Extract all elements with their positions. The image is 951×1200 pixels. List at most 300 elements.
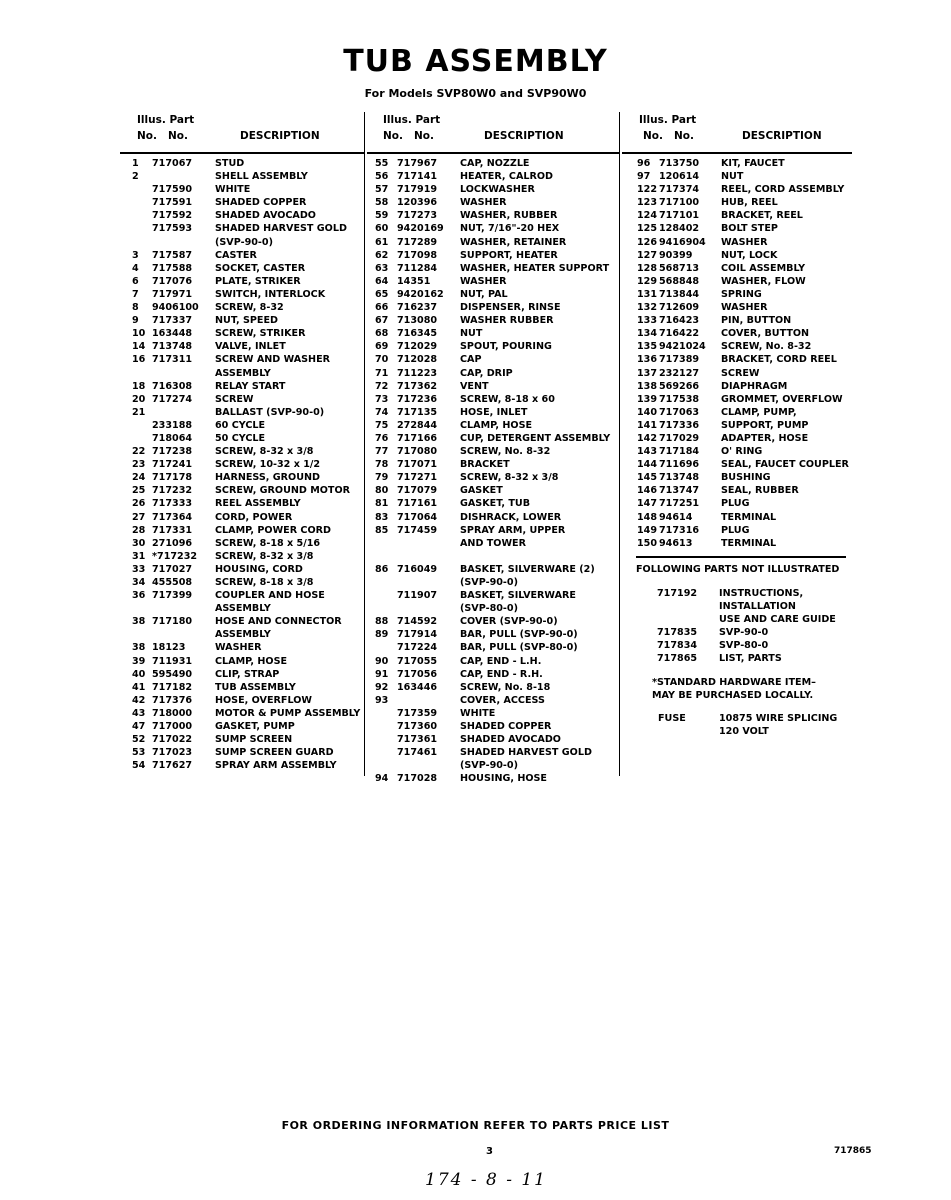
part-description: CLIP, STRAP [215,668,280,680]
part-number: 717022 [152,734,193,746]
part-number: 717180 [152,616,193,628]
part-number: 717538 [659,393,700,405]
table-row [120,563,364,576]
illus-number: 10 [132,328,146,340]
illus-number: 131 [637,288,658,300]
part-number: 717359 [397,707,438,719]
parts-column-2 [367,112,619,785]
illus-number: 1 [132,158,139,169]
table-row [367,367,619,380]
fuse-label: FUSE [658,712,686,724]
part-description: PLUG [721,524,750,536]
table-row [367,497,619,510]
illus-number: 79 [375,472,389,484]
table-row [120,236,364,249]
part-description: BASKET, SILVERWARE (2) [460,563,595,575]
part-number: 716423 [659,315,700,327]
not-illustrated-list [622,587,852,666]
part-description: VENT [460,380,489,392]
part-description: REEL ASSEMBLY [215,498,301,510]
illus-number: 150 [637,537,658,549]
part-number: 717080 [397,446,438,458]
part-number: 713748 [659,472,700,484]
part-number: 568713 [659,262,700,274]
part-description: WHITE [215,184,251,196]
part-number: 717967 [397,158,438,169]
illus-number: 91 [375,668,389,680]
part-number: 717063 [659,406,700,418]
part-number: 717182 [152,681,193,693]
part-number: 713750 [659,158,700,169]
illus-number: 97 [637,171,651,183]
parts-column-1 [120,112,364,776]
table-row [367,563,619,576]
illus-number: 142 [637,432,658,444]
illus-number: 70 [375,354,389,366]
illus-number: 62 [375,249,389,261]
part-number: 717399 [152,590,193,602]
part-description: USE AND CARE GUIDE [719,614,836,626]
table-row [120,170,364,183]
part-number: 717274 [152,393,193,405]
illus-number: 27 [132,511,146,523]
table-row [120,537,364,550]
illus-number: 125 [637,223,658,235]
part-number: 711931 [152,655,193,667]
part-number: 716308 [152,380,193,392]
table-row [367,537,619,550]
part-number: 717587 [152,249,193,261]
illus-number: 73 [375,393,389,405]
illus-number: 9 [132,315,139,327]
table-row [120,327,364,340]
illus-number: 38 [132,642,146,654]
header-description: DESCRIPTION [240,130,320,142]
table-row [367,589,619,602]
table-row [622,380,852,393]
part-number: 717362 [397,380,438,392]
illus-number: 7 [132,288,139,300]
part-description: SVP-80-0 [719,640,769,652]
part-number: 712029 [397,341,438,353]
part-number: 717289 [397,236,438,248]
illus-number: 58 [375,197,389,209]
part-description: (SVP-90-0) [460,577,518,588]
table-row [622,367,852,380]
illus-number: 39 [132,655,146,667]
table-row [622,419,852,432]
part-number: 717029 [659,432,700,444]
part-number: 717865 [657,653,698,665]
illus-number: 122 [637,184,658,196]
part-description: WASHER RUBBER [460,315,554,327]
table-row [367,759,619,772]
table-row [120,655,364,668]
column-header [622,112,852,154]
not-illustrated-header: FOLLOWING PARTS NOT ILLUSTRATED [636,564,840,575]
header-illus-part: Illus. Part [383,114,441,126]
illus-number: 132 [637,302,658,314]
part-description: SCREW, 8-32 [215,302,284,314]
part-number: 717331 [152,524,193,536]
part-description: BAR, PULL (SVP-90-0) [460,629,578,641]
illus-number: 6 [132,275,139,287]
part-description: SHADED HARVEST GOLD [215,223,347,235]
part-description: WASHER, HEATER SUPPORT [460,262,610,274]
table-row [120,720,364,733]
part-description: SCREW, No. 8-32 [460,446,551,458]
table-row [622,262,852,275]
table-row [622,236,852,249]
part-description: O' RING [721,446,763,458]
part-number: 233188 [152,419,193,431]
part-description: BOLT STEP [721,223,778,235]
part-description: DISPENSER, RINSE [460,302,561,314]
part-number: 717592 [152,210,193,222]
illus-number: 43 [132,707,146,719]
part-description: SHADED COPPER [215,197,307,209]
part-number: 717588 [152,262,193,274]
table-row [622,613,852,626]
part-number: 717098 [397,249,438,261]
header-description: DESCRIPTION [742,130,822,142]
table-row [367,222,619,235]
part-number: 712028 [397,354,438,366]
part-number: 718000 [152,707,193,719]
part-number: 717232 [152,485,193,497]
page-number: 3 [486,1146,493,1157]
part-description: SCREW, 8-18 x 5/16 [215,537,321,549]
table-row [367,576,619,589]
table-row [367,524,619,537]
part-description: WASHER, FLOW [721,275,806,287]
part-number: 714592 [397,616,438,628]
illus-number: 40 [132,668,146,680]
part-number: 717101 [659,210,700,222]
part-description: WASHER [721,236,768,248]
table-row [120,602,364,615]
part-number: 717333 [152,498,193,510]
illus-number: 57 [375,184,389,196]
part-description: DISHRACK, LOWER [460,511,562,523]
illus-number: 78 [375,459,389,471]
part-number: 568848 [659,275,700,287]
part-description: SPRAY ARM, UPPER [460,524,566,536]
table-row [622,458,852,471]
part-description: INSTALLATION [719,601,796,613]
illus-number: 137 [637,367,658,379]
part-number: 18123 [152,642,186,654]
part-description: HOSE, OVERFLOW [215,694,312,706]
column-divider [619,112,620,776]
part-description: ASSEMBLY [215,629,271,641]
table-row [622,222,852,235]
part-description: WASHER, RETAINER [460,236,567,248]
table-row [120,196,364,209]
part-number: 717067 [152,158,193,169]
table-row [622,249,852,262]
part-description: SHELL ASSEMBLY [215,171,308,183]
table-row [367,445,619,458]
part-number: 717023 [152,747,193,759]
table-row [367,314,619,327]
table-row [367,511,619,524]
header-no-no: No. No. [643,130,694,142]
part-number: 717236 [397,393,438,405]
illus-number: 63 [375,262,389,274]
part-description: LOCKWASHER [460,184,535,196]
part-number: 717000 [152,721,193,733]
illus-number: 21 [132,406,146,418]
part-number: 711223 [397,367,438,379]
illus-number: 2 [132,171,139,183]
part-description: PLUG [721,498,750,510]
illus-number: 60 [375,223,389,235]
part-description: ADAPTER, HOSE [721,432,809,444]
table-row [120,432,364,445]
table-row [622,484,852,497]
illus-number: 52 [132,734,146,746]
part-number: 716237 [397,302,438,314]
part-description: SEAL, FAUCET COUPLER [721,459,849,471]
part-number: 716049 [397,563,438,575]
part-number: 717135 [397,406,438,418]
illus-number: 68 [375,328,389,340]
part-number: 271096 [152,537,193,549]
part-description: WASHER [460,275,507,287]
table-row [367,288,619,301]
part-number: 717056 [397,668,438,680]
part-description: SCREW, 8-32 x 3/8 [460,472,559,484]
part-number: 717166 [397,432,438,444]
part-description: SCREW, 8-32 x 3/8 [215,446,314,458]
part-description: CAP, NOZZLE [460,158,530,169]
table-row [622,353,852,366]
part-description: WASHER [460,197,507,209]
illus-number: 126 [637,236,658,248]
illus-number: 18 [132,380,146,392]
table-row [622,157,852,170]
table-row [367,471,619,484]
part-description: TERMINAL [721,511,777,523]
part-description: HOSE, INLET [460,406,528,418]
part-description: SHADED HARVEST GOLD [460,747,592,759]
part-number: 717835 [657,627,698,639]
part-description: COVER (SVP-90-0) [460,616,558,628]
part-description: CLAMP, POWER CORD [215,524,331,536]
part-description: HEATER, CALROD [460,171,553,183]
part-description: SHADED AVOCADO [460,734,561,746]
table-row [622,196,852,209]
table-row [120,157,364,170]
illus-number: 136 [637,354,658,366]
table-row [622,301,852,314]
part-number: 717376 [152,694,193,706]
table-row [367,209,619,222]
part-number: 717389 [659,354,700,366]
part-description: SCREW, 8-18 x 60 [460,393,555,405]
column-header [120,112,364,154]
part-description: REEL, CORD ASSEMBLY [721,184,845,196]
part-description: HUB, REEL [721,197,778,209]
part-description: CUP, DETERGENT ASSEMBLY [460,432,611,444]
table-row [367,170,619,183]
part-number: 9421024 [659,341,706,353]
illus-number: 143 [637,446,658,458]
part-number: 120614 [659,171,700,183]
table-row [622,600,852,613]
table-row [367,484,619,497]
part-description: SHADED COPPER [460,721,552,733]
illus-number: 33 [132,563,146,575]
parts-list [622,157,852,550]
part-number: 717161 [397,498,438,510]
table-row [622,314,852,327]
illus-number: 25 [132,485,146,497]
part-number: 232127 [659,367,700,379]
illus-number: 22 [132,446,146,458]
part-number: 711696 [659,459,700,471]
page-subtitle: For Models SVP80W0 and SVP90W0 [364,87,587,100]
illus-number: 20 [132,393,146,405]
part-number: 717459 [397,524,438,536]
illus-number: 76 [375,432,389,444]
part-number: 717361 [397,734,438,746]
illus-number: 16 [132,354,146,366]
part-number: 713747 [659,485,700,497]
illus-number: 85 [375,524,389,536]
table-row [367,249,619,262]
table-row [367,419,619,432]
part-number: 717064 [397,511,438,523]
part-number: 717271 [397,472,438,484]
part-description: GASKET, TUB [460,498,531,510]
table-row [120,511,364,524]
part-description: AND TOWER [460,537,526,549]
part-description: MOTOR & PUMP ASSEMBLY [215,707,361,719]
table-row [120,249,364,262]
part-number: 717076 [152,275,193,287]
part-description: DIAPHRAGM [721,380,788,392]
section-divider [636,556,846,558]
illus-number: 149 [637,524,658,536]
part-description: SCREW, 8-32 x 3/8 [215,550,314,562]
table-row [367,236,619,249]
part-description: SUMP SCREEN [215,734,293,746]
part-description: SHADED AVOCADO [215,210,316,222]
table-row [120,733,364,746]
table-row [622,537,852,550]
part-description: SVP-90-0 [719,627,769,639]
fuse-description: 120 VOLT [719,725,769,737]
table-row [367,353,619,366]
illus-number: 147 [637,498,658,510]
table-row [367,602,619,615]
table-row [120,262,364,275]
table-row [367,157,619,170]
part-description: SCREW, GROUND MOTOR [215,485,351,497]
fuse-entry [622,712,852,738]
table-row [120,759,364,772]
part-number: 717184 [659,446,700,458]
part-description: 60 CYCLE [215,419,266,431]
part-description: NUT, 7/16"-20 HEX [460,223,560,235]
illus-number: 129 [637,275,658,287]
table-row [367,628,619,641]
part-number: 717337 [152,315,193,327]
table-row [367,183,619,196]
table-row [367,772,619,785]
table-row [120,393,364,406]
illus-number: 148 [637,511,658,523]
table-row [120,707,364,720]
header-illus-part: Illus. Part [639,114,697,126]
part-description: HOUSING, CORD [215,563,303,575]
part-description: INSTRUCTIONS, [719,588,804,599]
illus-number: 61 [375,236,389,248]
part-number: 717627 [152,760,193,772]
part-number: 9406100 [152,302,199,314]
illus-number: 3 [132,249,139,261]
illus-number: 71 [375,367,389,379]
part-description: SCREW, No. 8-18 [460,681,551,693]
part-description: (SVP-80-0) [460,603,518,615]
part-description: SCREW, No. 8-32 [721,341,812,353]
illus-number: 140 [637,406,658,418]
table-row [622,445,852,458]
table-row [622,288,852,301]
illus-number: 67 [375,315,389,327]
part-description: (SVP-90-0) [215,236,273,248]
part-number: 717241 [152,459,193,471]
part-number: 163446 [397,681,438,693]
part-description: COVER, BUTTON [721,328,810,340]
table-row [622,183,852,196]
table-row [622,340,852,353]
part-number: 717238 [152,446,193,458]
table-row [120,615,364,628]
illus-number: 81 [375,498,389,510]
table-row [120,419,364,432]
part-number: 717071 [397,459,438,471]
part-description: SOCKET, CASTER [215,262,306,274]
table-row [120,497,364,510]
illus-number: 94 [375,773,389,785]
part-description: CLAMP, HOSE [460,419,533,431]
illus-number: 145 [637,472,658,484]
part-description: SPRING [721,288,762,300]
part-description: SCREW, STRIKER [215,328,306,340]
table-row [622,587,852,600]
table-row [120,275,364,288]
part-description: WASHER [215,642,262,654]
table-row [622,626,852,639]
table-row [622,432,852,445]
header-illus-part: Illus. Part [137,114,195,126]
part-number: 713080 [397,315,438,327]
part-number: 716422 [659,328,700,340]
table-row [622,511,852,524]
illus-number: 47 [132,721,146,733]
illus-number: 127 [637,249,658,261]
part-description: PIN, BUTTON [721,315,792,327]
part-number: 120396 [397,197,438,209]
table-row [120,183,364,196]
part-number: 712609 [659,302,700,314]
standard-hardware-note [652,676,852,702]
illus-number: 146 [637,485,658,497]
illus-number: 56 [375,171,389,183]
